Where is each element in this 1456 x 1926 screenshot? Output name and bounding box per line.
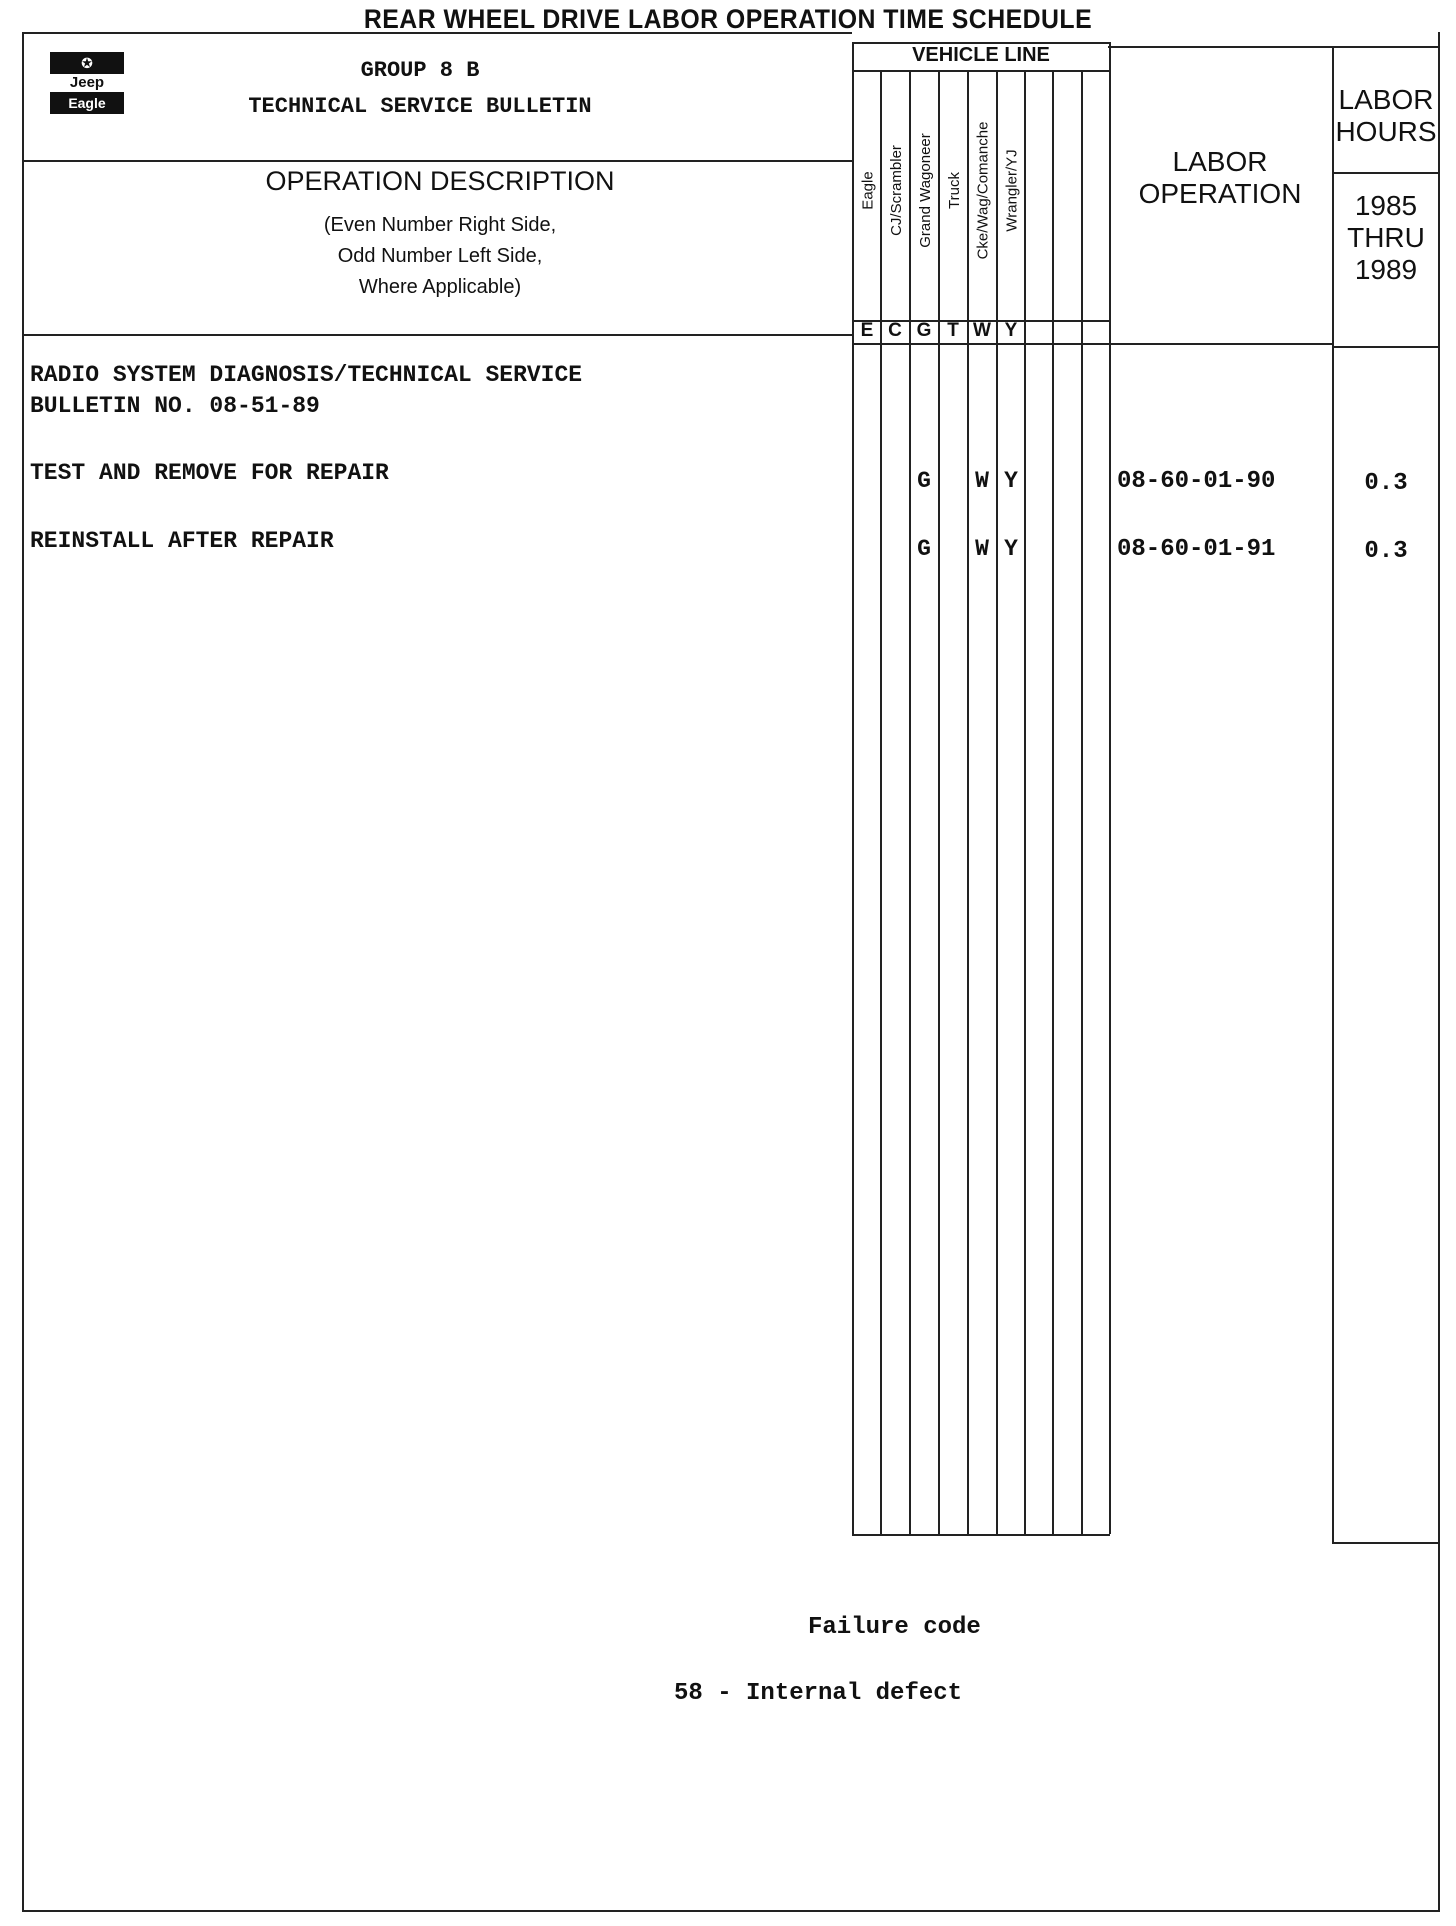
vehicle-line-subrule	[852, 70, 1110, 72]
logo-eagle-text: Eagle	[50, 92, 124, 114]
vehicle-line-eagle: Eagle	[859, 170, 877, 210]
grid-line	[852, 42, 854, 1534]
form-frame	[22, 32, 1440, 1912]
labor-op-divider	[1110, 343, 1332, 345]
grid-line	[967, 70, 969, 1534]
group-label: GROUP 8 B	[360, 58, 480, 83]
section-heading-line1: RADIO SYSTEM DIAGNOSIS/TECHNICAL SERVICE	[30, 362, 583, 388]
op-desc-title: OPERATION DESCRIPTION	[265, 166, 615, 196]
code-y: Y	[1004, 320, 1018, 341]
vehicle-line-grand-wagoneer: Grand Wagoneer	[916, 132, 934, 248]
op-desc-line2: Odd Number Left Side,	[337, 245, 543, 267]
row-wrangler-mark: Y	[1004, 536, 1018, 562]
header-divider	[22, 160, 852, 162]
op-desc-line3: Where Applicable)	[358, 276, 522, 298]
year-thru: THRU	[1347, 222, 1425, 253]
labor-hours-header: LABOR HOURS	[1335, 84, 1437, 147]
row-cke-wag-comanche-mark: W	[975, 536, 989, 562]
hours-header-divider	[1332, 172, 1440, 174]
code-w: W	[973, 320, 991, 341]
hours-section-divider	[1332, 346, 1440, 348]
row-description: TEST AND REMOVE FOR REPAIR	[30, 460, 389, 486]
grid-line	[996, 70, 998, 1534]
vehicle-line-cj-scrambler: CJ/Scrambler	[887, 144, 905, 236]
row-description: REINSTALL AFTER REPAIR	[30, 528, 334, 554]
row-labor-operation: 08-60-01-90	[1117, 468, 1276, 495]
hours-bottom	[1332, 1542, 1440, 1544]
grid-line	[1109, 42, 1111, 1534]
logo-jeep-text: Jeep	[69, 74, 105, 91]
row-cke-wag-comanche-mark: W	[975, 468, 989, 494]
grid-line	[938, 70, 940, 1534]
section-divider-left	[22, 334, 852, 336]
vehicle-line-title: VEHICLE LINE	[912, 44, 1050, 66]
year-range	[1334, 190, 1438, 286]
grid-line	[909, 70, 911, 1534]
row-labor-hours: 0.3	[1364, 470, 1408, 497]
frame-top-right	[1108, 46, 1440, 48]
code-t: T	[947, 320, 959, 341]
grid-line	[1081, 70, 1083, 1534]
row-wrangler-mark: Y	[1004, 468, 1018, 494]
bulletin-label: TECHNICAL SERVICE BULLETIN	[248, 94, 592, 119]
section-heading-line2: BULLETIN NO. 08-51-89	[30, 393, 320, 419]
code-row-bottom	[852, 343, 1110, 345]
page-title: REAR WHEEL DRIVE LABOR OPERATION TIME SCHEDULE	[363, 4, 1093, 34]
logo-emblem-icon: ✪	[50, 52, 124, 74]
row-labor-hours: 0.3	[1364, 538, 1408, 565]
frame-top-left	[22, 32, 852, 34]
row-labor-operation: 08-60-01-91	[1117, 536, 1276, 563]
grid-bottom	[852, 1534, 1110, 1536]
code-g: G	[916, 320, 932, 341]
failure-code-label: Failure code	[808, 1614, 981, 1641]
row-grand-wagoneer-mark: G	[917, 468, 931, 494]
vehicle-line-wrangler-yj: Wrangler/YJ	[1003, 148, 1021, 232]
jeep-eagle-logo	[50, 52, 124, 114]
year-start: 1985	[1354, 190, 1418, 221]
labor-operation-header: LABOR OPERATION	[1138, 146, 1302, 209]
code-c: C	[888, 320, 902, 341]
grid-line	[1052, 70, 1054, 1534]
year-end: 1989	[1354, 254, 1418, 285]
row-grand-wagoneer-mark: G	[917, 536, 931, 562]
code-e: E	[860, 320, 874, 341]
op-desc-line1: (Even Number Right Side,	[323, 214, 557, 236]
failure-code-value: 58 - Internal defect	[674, 1680, 963, 1707]
vehicle-line-truck: Truck	[945, 171, 963, 209]
vehicle-line-cke-wag-comanche: Cke/Wag/Comanche	[974, 121, 992, 259]
